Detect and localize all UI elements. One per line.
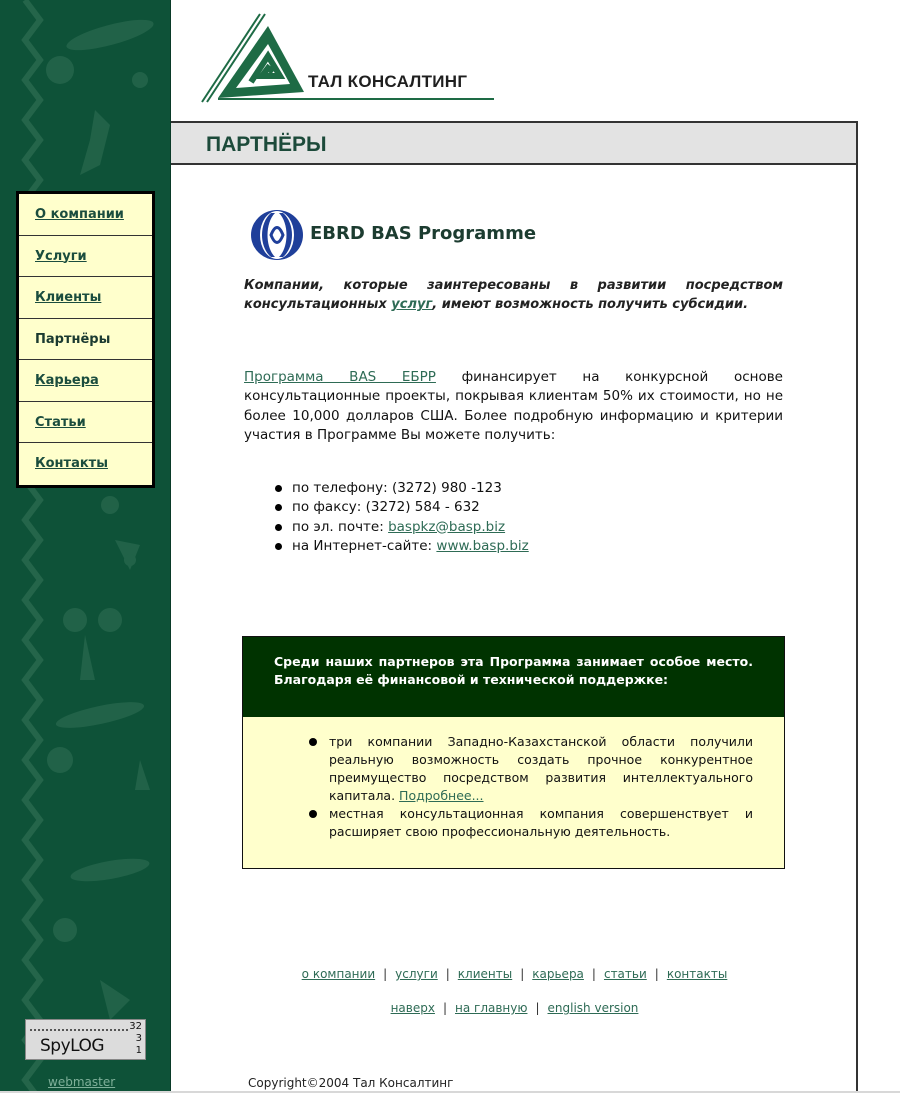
highlight-header: Среди наших партнеров эта Программа занимает особое место. Благодаря её финансовой и технической поддержке: [243,637,784,717]
main-content-frame [171,121,858,1093]
partner-highlight-box [242,636,785,869]
sidebar-item-career[interactable]: Карьера [19,360,152,402]
sidebar-item-clients[interactable]: Клиенты [19,277,152,319]
intro-text-2: , имеют возможность получить субсидии. [432,297,749,312]
counter-value-today: 3 [135,1033,142,1044]
footer-link-english[interactable]: english version [547,1001,639,1015]
logo-triangle-icon [196,10,498,108]
separator: | [654,967,659,981]
sidebar [0,0,171,1093]
website-link[interactable]: www.basp.biz [436,537,529,554]
footer-link-clients[interactable]: клиенты [457,967,513,981]
counter-values [129,1021,142,1057]
services-link[interactable]: услуг [391,297,433,312]
bas-programme-link[interactable]: Программа BAS ЕБРР [244,369,436,385]
footer-link-contacts[interactable]: контакты [666,967,728,981]
footer-nav-primary [171,967,858,981]
company-name: ТАЛ КОНСАЛТИНГ [308,72,468,91]
highlight-list [243,717,784,841]
highlight-item [329,805,753,841]
sidebar-item-partners: Партнёры [19,319,152,361]
webmaster-link[interactable]: webmaster [48,1075,116,1089]
sidebar-item-articles[interactable]: Статьи [19,402,152,444]
contact-fax [272,498,529,517]
sidebar-item-contacts[interactable]: Контакты [19,443,152,485]
sidebar-item-services[interactable]: Услуги [19,236,152,278]
footer-link-services[interactable]: услуги [395,967,438,981]
ebrd-logo [249,207,569,263]
programme-text: финансирует на конкурсной основе консультационные проекты, покрывая клиентам 50% их стоимости, но не более 10,000 долларов США. Более подробную информацию и критерии участия в Программе Вы можете получить: [244,369,783,443]
read-more-link[interactable]: Подробнее... [399,788,484,803]
footer-link-articles[interactable]: статьи [603,967,647,981]
sidebar-ornament-pattern [0,0,171,1093]
ebrd-programme-title: EBRD BAS Programme [310,223,537,244]
contact-phone-text: по телефону: (3272) 980 -123 [292,480,502,496]
separator: | [383,967,388,981]
intro-paragraph [244,276,783,314]
footer-link-career[interactable]: карьера [532,967,584,981]
sidebar-item-about[interactable]: О компании [19,194,152,236]
footer-link-home[interactable]: на главную [455,1001,528,1015]
contact-email [272,518,529,537]
footer-link-top[interactable]: наверх [390,1001,435,1015]
separator: | [442,1001,447,1015]
highlight-item-text: местная консультационная компания совершенствует и расширяет свою профессиональную деятельность. [329,806,753,839]
separator: | [445,967,450,981]
footer-nav-secondary [171,1001,858,1015]
separator: | [520,967,525,981]
footer-link-about[interactable]: о компании [301,967,376,981]
contact-list [272,479,529,556]
counter-value-total: 32 [129,1021,142,1032]
counter-value-online: 1 [135,1045,142,1056]
intro-text-1: Компании, которые заинтересованы в развитии посредством консультационных [244,278,783,312]
contact-email-label: по эл. почте: [292,518,389,535]
highlight-item [329,733,753,805]
counter-dotted-line [30,1029,128,1031]
separator: | [591,967,596,981]
sidebar-nav [16,191,155,488]
contact-website [272,537,529,556]
spylog-counter-badge[interactable] [25,1019,146,1060]
page-title-bar [171,121,858,165]
copyright-text: Copyright©2004 Тал Консалтинг [248,1076,454,1090]
contact-phone [272,479,529,498]
contact-fax-text: по факсу: (3272) 584 - 632 [292,499,480,516]
ebrd-rings-icon [249,207,305,263]
programme-description [244,368,783,445]
separator: | [535,1001,540,1015]
contact-website-label: на Интернет-сайте: [292,537,437,554]
company-logo[interactable] [196,10,498,108]
counter-logo: SpyLOG [40,1036,105,1056]
highlight-item-text: три компании Западно-Казахстанской области получили реальную возможность создать прочное конкурентное преимущество посредством развития интеллектуального капитала. [329,734,753,803]
page-title: ПАРТНЁРЫ [206,133,327,156]
email-link[interactable]: baspkz@basp.biz [388,518,506,535]
